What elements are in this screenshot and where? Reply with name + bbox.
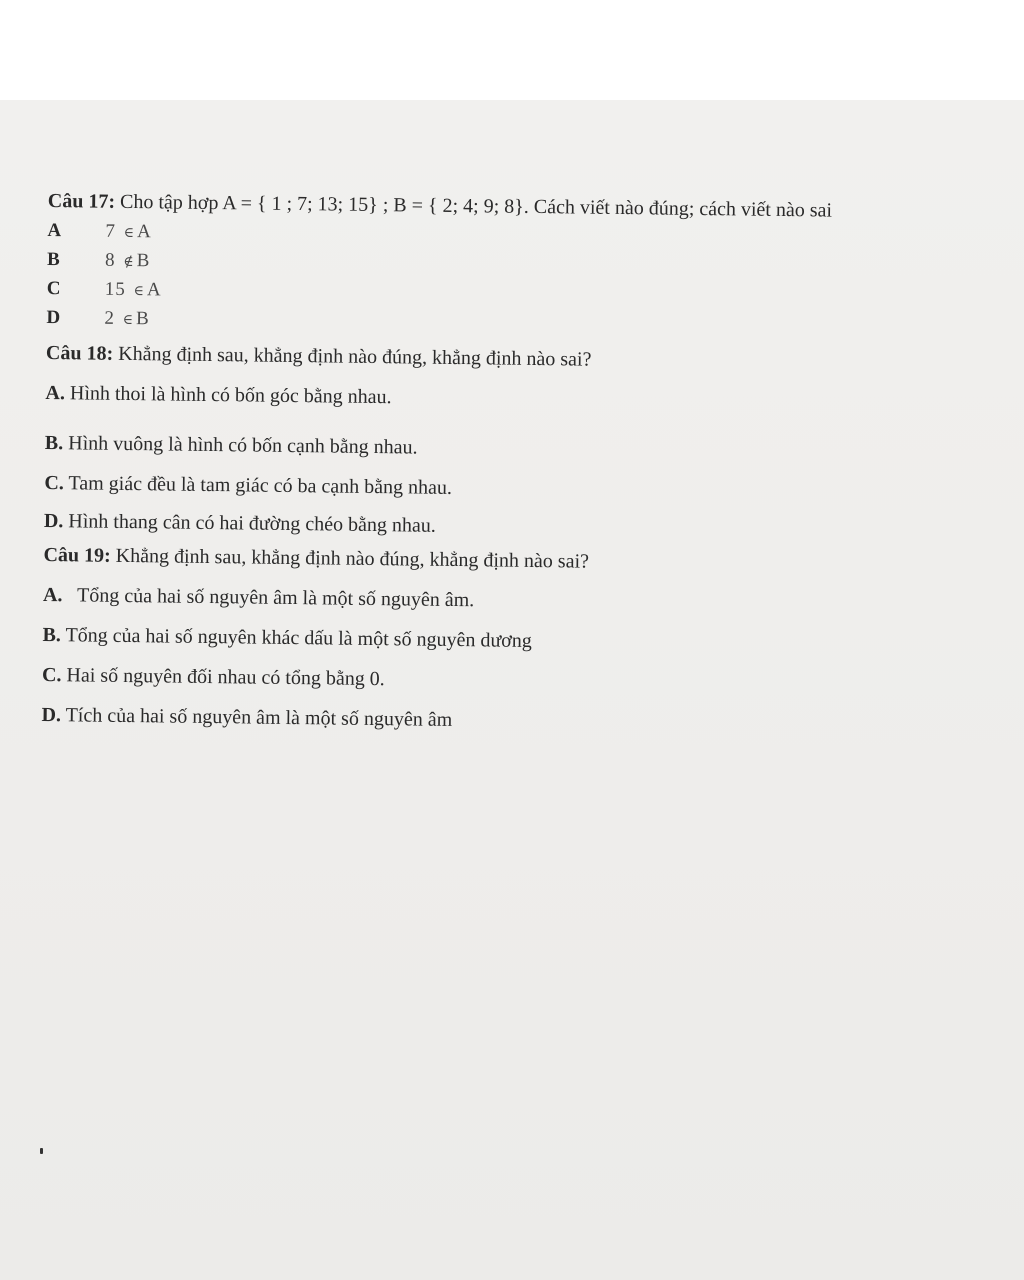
option-expression: 15 ∈A: [104, 278, 162, 300]
question-18-answer-c: C. Tam giác đều là tam giác có ba cạnh bằng nhau.: [44, 471, 453, 499]
option-letter: C: [46, 277, 61, 299]
question-18-title: [46, 340, 996, 378]
question-17-options: [46, 216, 997, 344]
question-19-text: Khẳng định sau, khẳng định nào đúng, khẳng định nào sai?: [110, 544, 590, 573]
question-18-text: Khẳng định sau, khẳng định nào đúng, khẳng định nào sai?: [113, 342, 592, 371]
question-18-answer-b: B. Hình vuông là hình có bốn cạnh bằng nhau.: [44, 431, 418, 459]
question-17-text: Cho tập hợp A = { 1 ; 7; 13; 15} ; B = { 2; 4; 9; 8}. Cách viết nào đúng; cách viết nào sai: [114, 190, 833, 222]
question-19-label: Câu 19:: [43, 543, 111, 567]
question-18-answer-d: D. Hình thang cân có hai đường chéo bằng nhau.: [43, 509, 436, 537]
option-expression: 2 ∈B: [104, 307, 150, 329]
paper-sheet: [0, 100, 1024, 1280]
option-expression: 7 ∈A: [105, 220, 152, 242]
question-17-label: Câu 17:: [47, 189, 116, 213]
question-19-title: [43, 542, 993, 580]
worksheet-content: [41, 188, 998, 740]
question-18: [44, 340, 996, 546]
option-letter: A: [47, 219, 62, 241]
question-18-label: Câu 18:: [45, 341, 114, 365]
option-letter: D: [46, 306, 61, 328]
question-19-answer-a: A. Tổng của hai số nguyên âm là một số nguyên âm.: [42, 583, 475, 612]
question-18-answer-a: A. Hình thoi là hình có bốn góc bằng nhau.: [45, 381, 392, 409]
option-letter: B: [47, 248, 60, 270]
paper-speck: [40, 1148, 43, 1154]
question-19-answer-b: B. Tổng của hai số nguyên khác dấu là một số nguyên dương: [42, 623, 532, 652]
option-expression: 8 ∉B: [104, 249, 151, 271]
question-19-answer-c: C. Hai số nguyên đối nhau có tổng bằng 0.: [41, 663, 385, 691]
question-19-answer-d: D. Tích của hai số nguyên âm là một số nguyên âm: [41, 703, 453, 731]
question-19: [41, 542, 993, 740]
